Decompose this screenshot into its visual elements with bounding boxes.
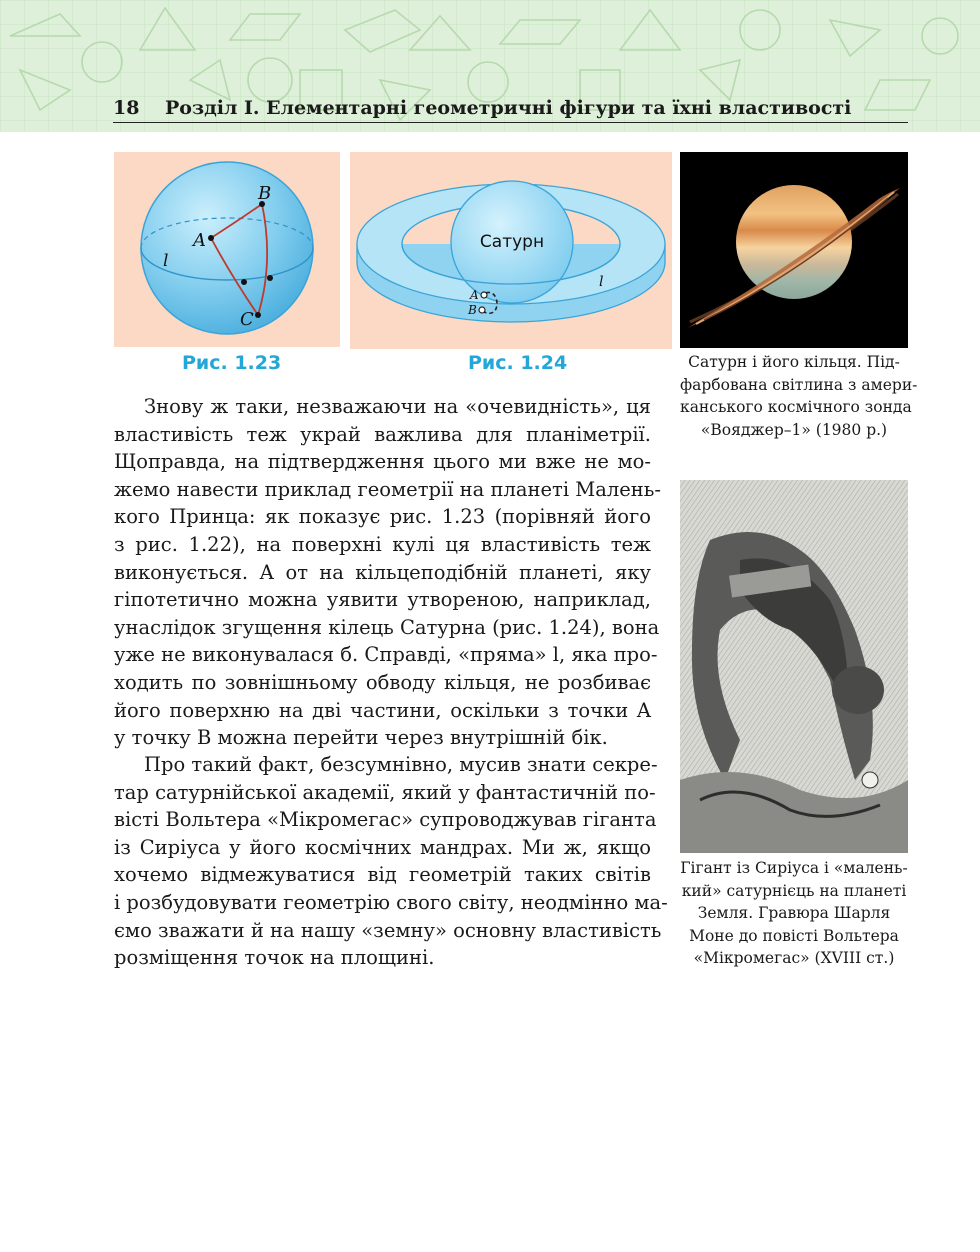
text-line: гіпотетично можна уявити утвореною, наприклад, <box>114 588 651 612</box>
chapter-title: Розділ І. Елементарні геометричні фігури та їхні властивості <box>165 97 852 119</box>
text-line: із Сиріуса у його космічних мандрах. Ми ж, якщо <box>114 835 651 859</box>
label-a: A <box>193 230 206 251</box>
giant-engraving <box>680 480 908 853</box>
figure-1-23-caption: Рис. 1.23 <box>182 352 282 374</box>
caption-line: канського космічного зонда <box>680 398 912 417</box>
label-l: l <box>599 274 604 290</box>
caption-line: Гігант із Сиріуса і «малень- <box>680 859 908 877</box>
label-c: C <box>240 309 254 330</box>
header-rule <box>113 122 908 123</box>
text-line: жемо навести приклад геометрії на планеті Малень- <box>114 477 661 501</box>
giant-engraving-image <box>680 480 908 853</box>
text-line: Знову ж таки, незважаючи на «очевидність», ця <box>144 395 651 418</box>
giant-engraving-caption <box>680 857 908 970</box>
text-line: його поверхню на дві частини, оскільки з точки A <box>114 698 651 722</box>
text-line: з рис. 1.22), на поверхні кулі ця властивість теж <box>114 533 651 556</box>
page-number: 18 <box>113 97 140 119</box>
label-b: B <box>258 183 272 204</box>
text-line: унаслідок згущення кілець Сатурна (рис. 1.24), вона <box>114 615 660 639</box>
caption-line: «Мікромегас» (XVIII ст.) <box>693 949 895 968</box>
sphere-diagram <box>114 152 340 347</box>
text-line: властивість теж украй важлива для планіметрії. <box>114 422 651 446</box>
saturn-photo-image <box>680 152 908 348</box>
intersection-point-1 <box>241 279 247 285</box>
intersection-point-2 <box>267 275 273 281</box>
ring-planet-diagram <box>350 152 672 349</box>
text-line: ємо зважати й на нашу «земну» основну властивість <box>114 918 662 942</box>
text-line: хочемо відмежуватися від геометрій таких світів <box>114 863 651 887</box>
point-a <box>481 292 487 298</box>
saturn-photo-caption <box>680 351 918 441</box>
text-line: у точку B можна перейти через внутрішній бік. <box>114 726 608 750</box>
text-line: ходить по зовнішньому обводу кільця, не розбиває <box>114 671 651 694</box>
point-a <box>208 235 214 241</box>
caption-line: Земля. Гравюра Шарля <box>697 904 891 923</box>
text-line: уже не виконувалася б. Справді, «пряма» l, яка про- <box>114 643 658 667</box>
point-b <box>479 307 485 313</box>
caption-line: «Вояджер–1» (1980 р.) <box>700 420 888 439</box>
text-line: і розбудовувати геометрію свого світу, неодмінно ма- <box>114 891 668 914</box>
caption-line: Сатурн і його кільця. Під- <box>688 353 900 371</box>
text-line: кого Принца: як показує рис. 1.23 (порівняй його <box>114 505 651 529</box>
text-line: Щоправда, на підтвердження цього ми вже не мо- <box>114 450 651 474</box>
sphere <box>141 162 313 334</box>
caption-line: кий» сатурнієць на планеті <box>681 881 907 900</box>
caption-line: фарбована світлина з амери- <box>680 375 918 394</box>
saturn-photo <box>680 152 908 348</box>
planet-label: Сатурн <box>479 232 545 252</box>
text-line: тар сатурнійської академії, який у фантастичній по- <box>114 780 656 804</box>
label-l: l <box>163 251 169 271</box>
text-line: виконується. А от на кільцеподібній планеті, яку <box>114 560 651 584</box>
text-line: розміщення точок на площині. <box>114 946 435 970</box>
figure-1-24 <box>350 152 672 349</box>
caption-line: Моне до повісті Вольтера <box>689 926 899 945</box>
label-b: B <box>468 303 477 317</box>
label-a: A <box>470 288 479 302</box>
figure-1-23 <box>114 152 340 347</box>
point-c <box>255 312 261 318</box>
text-line: вісті Вольтера «Мікромегас» супроводжував гіганта <box>114 808 657 832</box>
text-line: Про такий факт, безсумнівно, мусив знати секре- <box>144 753 658 776</box>
figure-1-24-caption: Рис. 1.24 <box>468 352 568 374</box>
